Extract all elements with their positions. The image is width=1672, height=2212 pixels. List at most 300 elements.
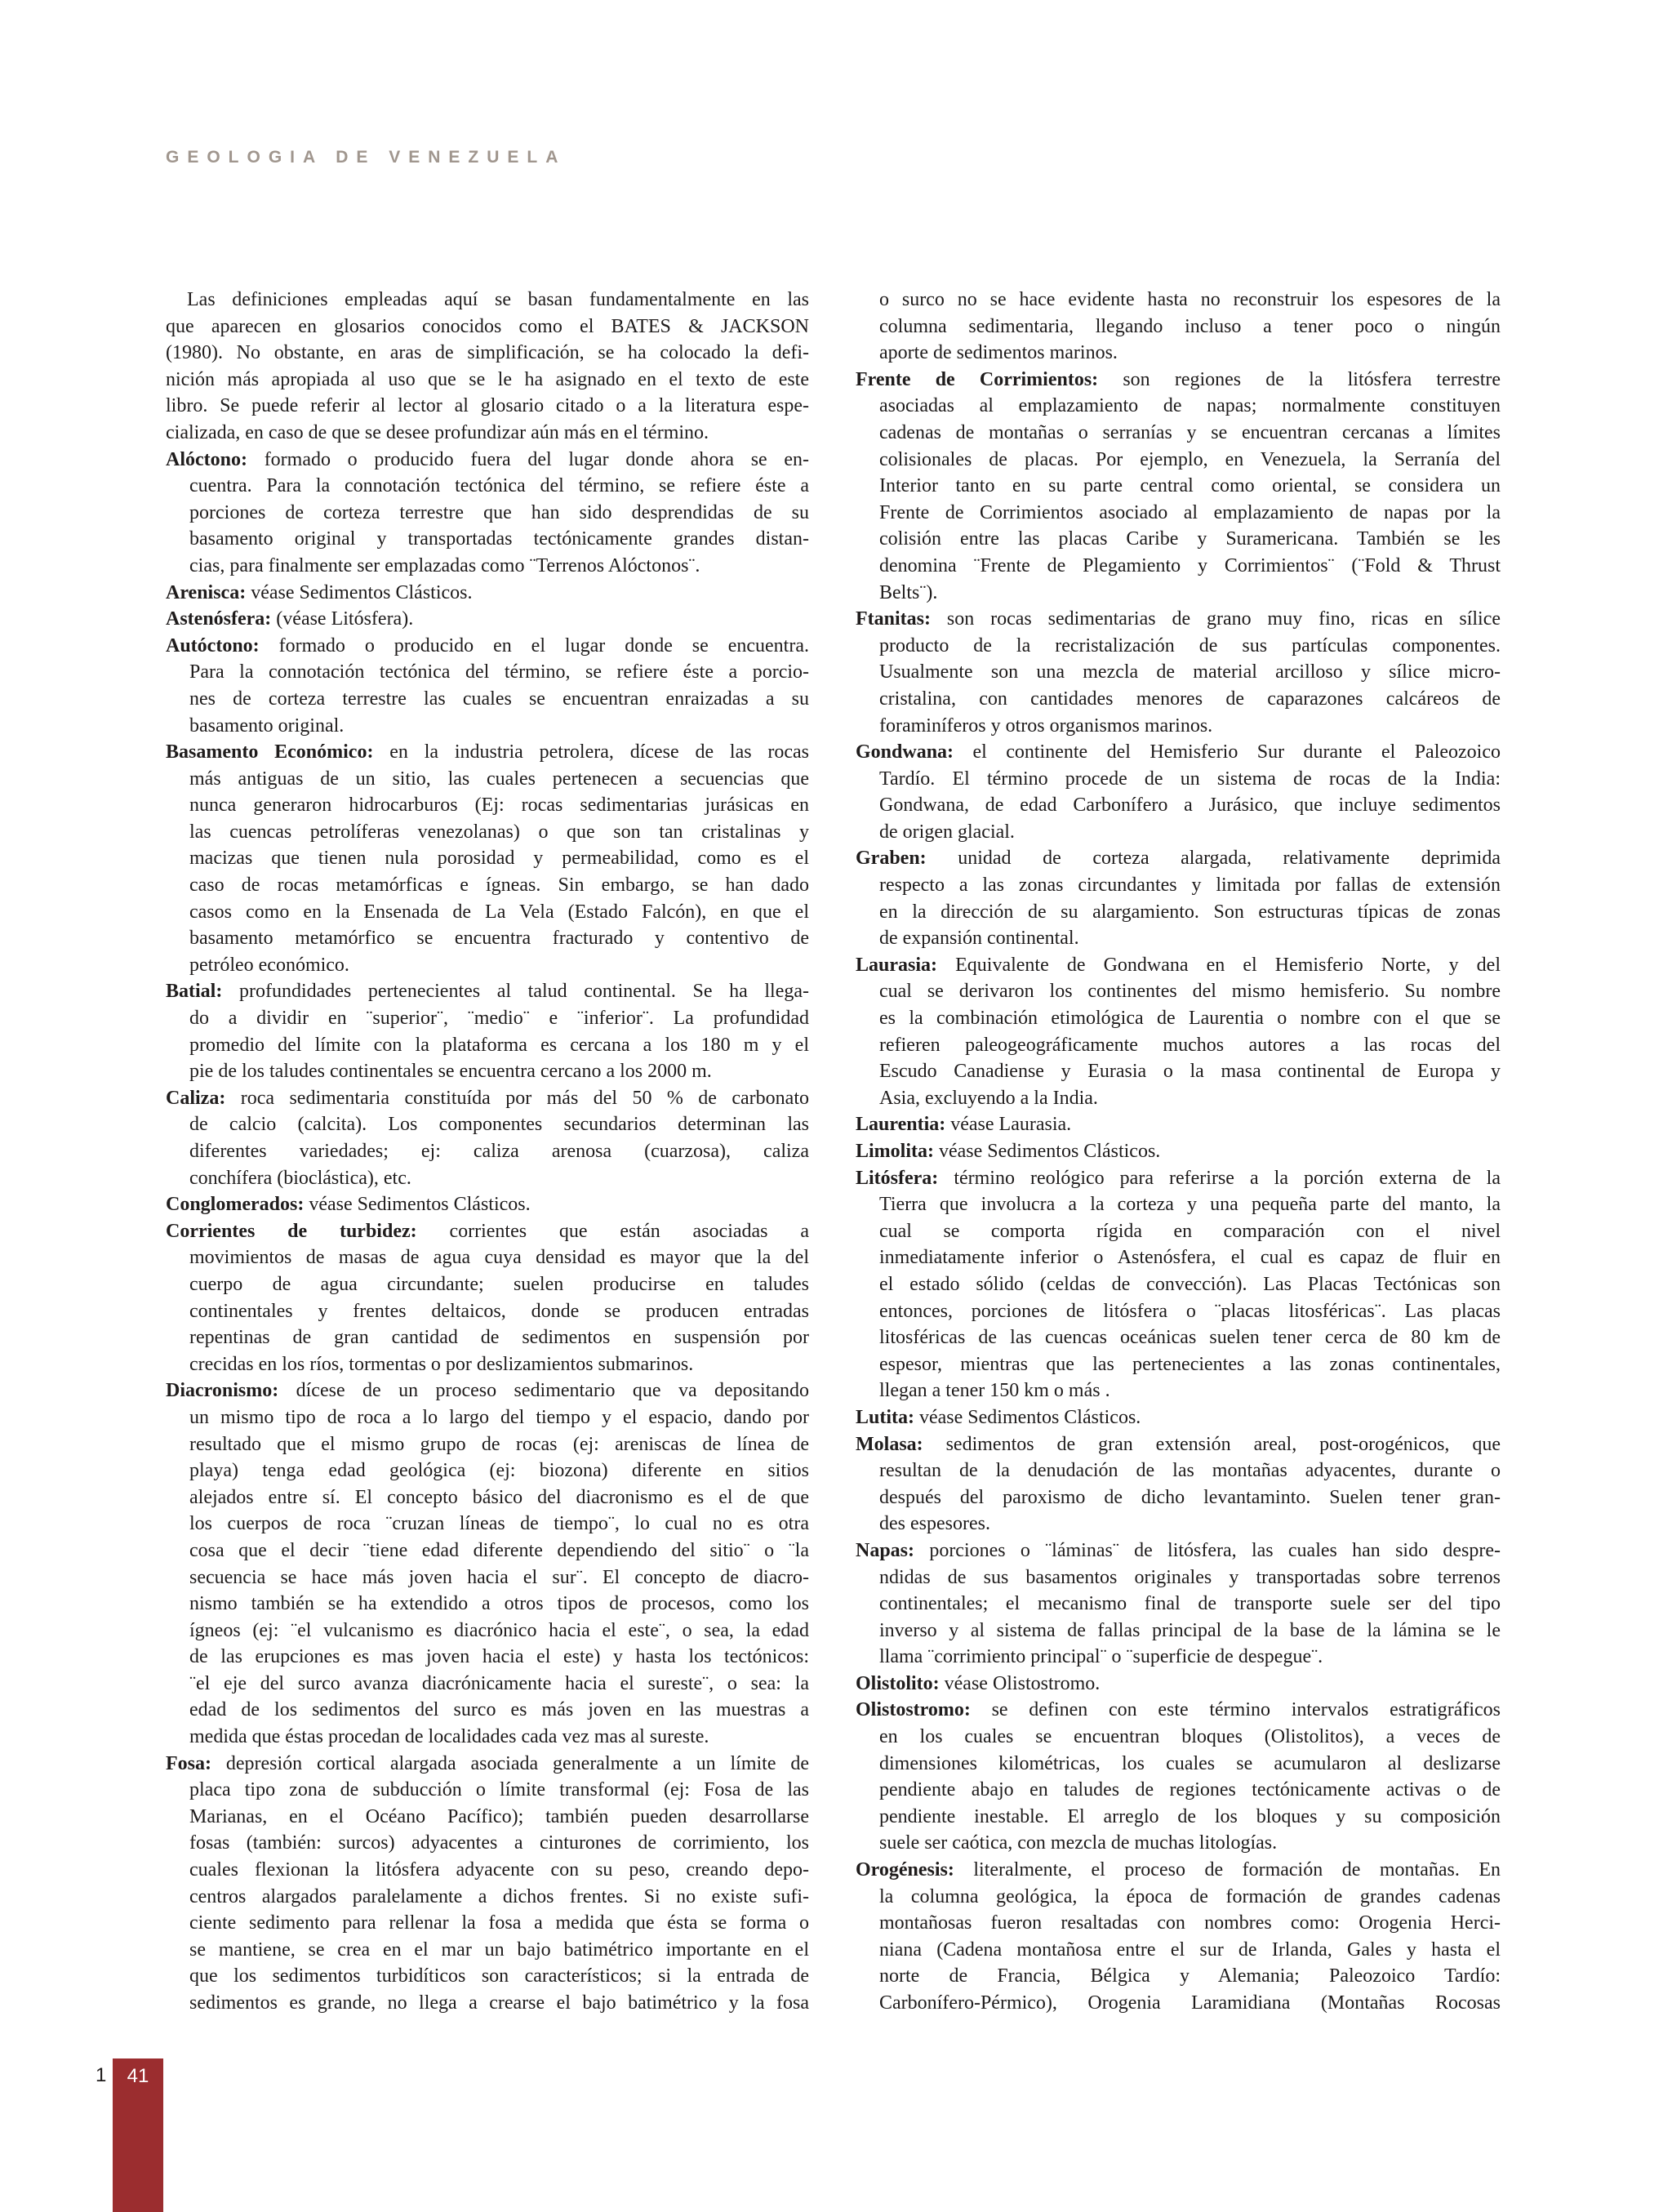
- text-line: [856, 1404, 1501, 1431]
- text-line: [879, 1005, 1501, 1032]
- text-line: [189, 713, 809, 740]
- definition-text: Gondwana, de edad Carbonífero a Jurásico, que incluye sedimentos: [879, 794, 1501, 817]
- glossary-entry-frente-de-corrimientos: [856, 367, 1501, 606]
- text-line: [189, 1990, 809, 2017]
- text-line: [189, 1244, 809, 1271]
- text-line: [189, 659, 809, 686]
- text-line: [189, 1324, 809, 1351]
- text-line: [189, 872, 809, 899]
- glossary-term: Fosa:: [166, 1752, 211, 1774]
- definition-text: Frente de Corrimientos asociado al emplazamiento de napas por la: [879, 501, 1501, 523]
- definition-text: colisionales de placas. Por ejemplo, en Venezuela, la Serranía del: [879, 448, 1501, 470]
- glossary-term: Corrientes de turbidez:: [166, 1220, 417, 1242]
- text-line: [189, 1884, 809, 1911]
- text-line: [879, 340, 1501, 367]
- text-line: [879, 1618, 1501, 1645]
- text-line: [879, 1963, 1501, 1990]
- text-line: [189, 1910, 809, 1937]
- text-line: [856, 1538, 1501, 1564]
- text-line: [166, 314, 809, 340]
- intro-paragraph: [166, 287, 809, 447]
- text-line: [189, 1138, 809, 1165]
- definition-text: edad de los sedimentos del surco es más joven en las muestras a: [189, 1699, 809, 1721]
- text-line: [879, 1990, 1501, 2017]
- text-line: [166, 1085, 809, 1112]
- text-line: [189, 1271, 809, 1298]
- text-line: [879, 1191, 1501, 1218]
- text-line: [879, 1937, 1501, 1964]
- text-line: [189, 1618, 809, 1645]
- definition-text: asociadas al emplazamiento de napas; normalmente constituyen: [879, 395, 1501, 417]
- definition-text: la columna geológica, la época de formación de grandes cadenas: [879, 1885, 1501, 1907]
- text-line: [166, 606, 809, 633]
- definition-text: véase Sedimentos Clásticos.: [251, 581, 473, 603]
- intro-text: (1980). No obstante, en aras de simplificación, se ha colocado la defi-: [166, 342, 809, 364]
- text-line: [166, 978, 809, 1005]
- definition-text: que los sedimentos turbidíticos son característicos; si la entrada de: [189, 1965, 809, 1987]
- definition-text: respecto a las zonas circundantes y limitada por fallas de extensión: [879, 875, 1501, 897]
- definition-text: corrientes que están asociadas a: [449, 1220, 809, 1242]
- text-line: [189, 1857, 809, 1884]
- text-line: [856, 952, 1501, 979]
- text-line: [879, 1298, 1501, 1325]
- definition-text: casos como en la Ensenada de La Vela (Estado Falcón), en que el: [189, 901, 809, 923]
- definition-text: término reológico para referirse a la porción externa de la: [954, 1167, 1501, 1189]
- definition-text: depresión cortical alargada asociada generalmente a un límite de: [225, 1752, 809, 1774]
- text-line: [879, 1804, 1501, 1831]
- glossary-entry-olistolito: [856, 1671, 1501, 1698]
- text-line: [879, 1777, 1501, 1804]
- text-line: [189, 766, 809, 793]
- text-line: [879, 899, 1501, 926]
- glossary-entry-limolita: [856, 1138, 1501, 1165]
- glossary-term: Batial:: [166, 981, 223, 1003]
- text-line: [879, 872, 1501, 899]
- glossary-term: Alóctono:: [166, 448, 247, 470]
- definition-text: ¨el eje del surco avanza diacrónicamente hacia el sureste¨, o sea: la: [189, 1672, 809, 1694]
- text-line: [189, 1298, 809, 1325]
- text-line: [189, 1484, 809, 1511]
- text-line: [879, 819, 1501, 846]
- definition-text: nunca generaron hidrocarburos (Ej: rocas sedimentarias jurásicas en: [189, 794, 809, 817]
- glossary-term: Autóctono:: [166, 634, 260, 656]
- text-line: [879, 287, 1501, 314]
- glossary-entry-autoctono: [166, 633, 809, 739]
- definition-text: véase Olistostromo.: [944, 1672, 1101, 1694]
- definition-text: Tierra que involucra a la corteza y una pequeña parte del manto, la: [879, 1194, 1501, 1216]
- text-line: [879, 1351, 1501, 1378]
- text-line: [189, 1431, 809, 1458]
- glossary-term: Laurentia:: [856, 1114, 946, 1136]
- definition-text: dícese de un proceso sedimentario que va depositando: [296, 1380, 810, 1402]
- definition-text: nes de corteza terrestre las cuales se encuentran enraizadas a su: [189, 688, 809, 710]
- definition-text: Carbonífero-Pérmico), Orogenia Laramidiana (Montañas Rocosas: [879, 1992, 1501, 2014]
- definition-text: ndidas de sus basamentos originales y transportadas sobre terrenos: [879, 1566, 1501, 1588]
- definition-text: porciones de corteza terrestre que han sido desprendidas de su: [189, 501, 809, 523]
- text-line: [856, 1111, 1501, 1138]
- intro-text: libro. Se puede referir al lector al glosario citado o a la literatura espe-: [166, 395, 809, 417]
- glossary-entry-corrientes-de-turbidez: [166, 1218, 809, 1378]
- definition-text: pendiente inestable. El arreglo de los bloques y su composición: [879, 1805, 1501, 1827]
- glossary-entry-litosfera: [856, 1165, 1501, 1404]
- definition-text: en los cuales se encuentran bloques (Olistolitos), a veces de: [879, 1726, 1501, 1748]
- text-line: [879, 1218, 1501, 1245]
- text-line: [879, 1751, 1501, 1778]
- definition-text: cual se comporta rígida en comparación con el nivel: [879, 1220, 1501, 1242]
- text-line: [879, 1032, 1501, 1059]
- definition-text: niana (Cadena montañosa entre el sur de Irlanda, Gales y hasta el: [879, 1938, 1501, 1961]
- text-line: [189, 1538, 809, 1564]
- text-line: [189, 1005, 809, 1032]
- text-line: [879, 526, 1501, 553]
- definition-text: Asia, excluyendo a la India.: [879, 1087, 1098, 1109]
- text-line: [189, 952, 809, 979]
- glossary-term: Olistolito:: [856, 1672, 940, 1694]
- text-line: [879, 792, 1501, 819]
- glossary-entry-lutita: [856, 1404, 1501, 1431]
- definition-text: llama ¨corrimiento principal¨ o ¨superficie de despegue¨.: [879, 1646, 1323, 1668]
- definition-text: formado o producido fuera del lugar donde ahora se en-: [264, 448, 810, 470]
- text-line: [189, 1830, 809, 1857]
- text-line: [189, 845, 809, 872]
- text-line: [856, 606, 1501, 633]
- intro-text: que aparecen en glosarios conocidos como el BATES & JACKSON: [166, 315, 809, 337]
- definition-text: más antiguas de un sitio, las cuales pertenecen a secuencias que: [189, 768, 809, 790]
- text-line: [166, 633, 809, 660]
- glossary-term: Arenisca:: [166, 581, 247, 603]
- text-line: [189, 1165, 809, 1192]
- glossary-term: Olistostromo:: [856, 1699, 971, 1721]
- definition-text: cias, para finalmente ser emplazadas como ¨Terrenos Alóctonos¨.: [189, 554, 700, 576]
- text-line: [879, 978, 1501, 1005]
- glossary-term: Graben:: [856, 848, 927, 870]
- definition-text: cristalina, con cantidades menores de caparazones calcáreos de: [879, 688, 1501, 710]
- text-line: [189, 1511, 809, 1538]
- text-line: [189, 526, 809, 553]
- text-line: [856, 367, 1501, 394]
- text-line: [879, 1724, 1501, 1751]
- glossary-entry-olistostromo: [856, 1697, 1501, 1857]
- definition-text: basamento metamórfico se encuentra fracturado y contentivo de: [189, 928, 809, 950]
- definition-text: pie de los taludes continentales se encuentra cercano a los 2000 m.: [189, 1061, 712, 1083]
- chapter-number: 1: [96, 2064, 107, 2086]
- definition-text: Para la connotación tectónica del término, se refiere éste a porcio-: [189, 661, 809, 683]
- glossary-entry-laurentia: [856, 1111, 1501, 1138]
- definition-text: o surco no se hace evidente hasta no reconstruir los espesores de la: [879, 289, 1501, 310]
- text-line: [879, 500, 1501, 527]
- text-line: [879, 473, 1501, 500]
- glossary-entry-laurasia: [856, 952, 1501, 1112]
- definition-text: son regiones de la litósfera terrestre: [1123, 368, 1501, 390]
- definition-text: dimensiones kilométricas, los cuales se acumularon al deslizarse: [879, 1752, 1501, 1774]
- definition-text: secuencia se hace más joven hacia el sur¨. El concepto de diacro-: [189, 1566, 809, 1588]
- definition-text: resultado que el mismo grupo de rocas (ej: areniscas de línea de: [189, 1433, 809, 1455]
- text-line: [189, 925, 809, 952]
- text-line: [166, 420, 809, 447]
- definition-text: resultan de la denudación de las montañas adyacentes, durante o: [879, 1460, 1501, 1482]
- definition-text: Interior tanto en su parte central como oriental, se considera un: [879, 475, 1501, 497]
- definition-text: cuales flexionan la litósfera adyacente con su peso, creando depo-: [189, 1859, 809, 1881]
- definition-text: continentales y frentes deltaicos, donde se producen entradas: [189, 1300, 809, 1322]
- definition-text: continentales; el mecanismo final de transporte suele ser del tipo: [879, 1593, 1501, 1615]
- definition-text: de origen glacial.: [879, 821, 1015, 843]
- text-line: [879, 1271, 1501, 1298]
- text-line: [856, 1165, 1501, 1192]
- glossary-term: Caliza:: [166, 1087, 226, 1109]
- definition-text: sedimentos es grande, no llega a crearse el bajo batimétrico y la fosa: [189, 1992, 809, 2014]
- definition-text: alejados entre sí. El concepto básico del diacronismo es el de que: [189, 1486, 809, 1508]
- definition-text: Marianas, en el Océano Pacífico); también pueden desarrollarse: [189, 1805, 809, 1827]
- definition-text: cuentra. Para la connotación tectónica del término, se refiere éste a: [189, 475, 809, 497]
- text-line: [189, 1591, 809, 1618]
- text-line: [189, 1671, 809, 1698]
- text-line: [856, 1671, 1501, 1698]
- text-line: [166, 1751, 809, 1778]
- left-text-column: [166, 287, 809, 2017]
- definition-text: placa tipo zona de subducción o límite transformal (ej: Fosa de las: [189, 1779, 809, 1801]
- definition-text: cosa que el decir ¨tiene edad diferente dependiendo del sitio¨ o ¨la: [189, 1539, 809, 1561]
- definition-text: colisión entre las placas Caribe y Suramericana. También se les: [879, 528, 1501, 550]
- definition-text: conchífera (bioclástica), etc.: [189, 1167, 411, 1189]
- glossary-term: Molasa:: [856, 1433, 923, 1455]
- definition-text: caso de rocas metamórficas e ígneas. Sin embargo, se han dado: [189, 875, 809, 897]
- definition-text: formado o producido en el lugar donde se encuentra.: [278, 634, 809, 656]
- text-line: [879, 1564, 1501, 1591]
- definition-text: crecidas en los ríos, tormentas o por deslizamientos submarinos.: [189, 1353, 694, 1375]
- definition-text: las cuencas petrolíferas venezolanas) o que son tan cristalinas y: [189, 821, 809, 843]
- text-line: [189, 500, 809, 527]
- glossary-entry-molasa: [856, 1431, 1501, 1538]
- text-line: [879, 659, 1501, 686]
- definition-text: norte de Francia, Bélgica y Alemania; Paleozoico Tardío:: [879, 1965, 1501, 1987]
- glossary-term: Orogénesis:: [856, 1859, 954, 1881]
- glossary-entry-astenosfera: [166, 606, 809, 633]
- page-number-tab: [113, 2058, 163, 2212]
- definition-text: de las erupciones es mas joven hacia el este) y hasta los tectónicos:: [189, 1646, 809, 1668]
- definition-text: espesor, mientras que las pertenecientes a las zonas continentales,: [879, 1353, 1501, 1375]
- definition-text: el estado sólido (celdas de convección). Las Placas Tectónicas son: [879, 1273, 1501, 1295]
- text-line: [166, 1191, 809, 1218]
- definition-text: unidad de corteza alargada, relativamente deprimida: [958, 848, 1501, 870]
- glossary-term: Astenósfera:: [166, 608, 272, 630]
- definition-text: basamento original.: [189, 714, 345, 737]
- glossary-entry-fosa: [166, 1751, 809, 2017]
- definition-text: Tardío. El término procede de un sistema de rocas de la India:: [879, 768, 1501, 790]
- definition-text: ígneos (ej: ¨el vulcanismo es diacrónico hacia el este¨, o sea, la edad: [189, 1619, 809, 1641]
- definition-text: basamento original y transportadas tectónicamente grandes distan-: [189, 528, 809, 550]
- text-line: [189, 1564, 809, 1591]
- text-line: [879, 1058, 1501, 1085]
- definition-text: después del paroxismo de dicho levantaminto. Suelen tener gran-: [879, 1486, 1501, 1508]
- glossary-term: Ftanitas:: [856, 608, 931, 630]
- definition-text: sedimentos de gran extensión areal, post-orogénicos, que: [945, 1433, 1501, 1455]
- definition-text: Escudo Canadiense y Eurasia o la masa continental de Europa y: [879, 1061, 1501, 1083]
- text-line: [879, 1377, 1501, 1404]
- glossary-entry-gondwana: [856, 739, 1501, 845]
- text-line: [879, 1830, 1501, 1857]
- definition-text: inverso y al sistema de fallas principal de la base de la lámina se le: [879, 1619, 1501, 1641]
- text-line: [879, 1324, 1501, 1351]
- text-line: [189, 1032, 809, 1059]
- definition-text: roca sedimentaria constituída por más del 50 % de carbonato: [240, 1087, 809, 1109]
- glossary-entry-batial: [166, 978, 809, 1084]
- definition-text: foraminíferos y otros organismos marinos.: [879, 714, 1213, 737]
- glossary-entry-napas: [856, 1538, 1501, 1671]
- definition-text: medida que éstas procedan de localidades cada vez mas al sureste.: [189, 1726, 709, 1748]
- definition-text: Belts¨).: [879, 581, 938, 603]
- definition-text: aporte de sedimentos marinos.: [879, 342, 1118, 364]
- definition-text: diferentes variedades; ej: caliza arenosa (cuarzosa), caliza: [189, 1141, 809, 1162]
- text-line: [879, 447, 1501, 474]
- text-line: [166, 340, 809, 367]
- text-line: [879, 314, 1501, 340]
- definition-text: playa) tenga edad geológica (ej: biozona) diferente en sitios: [189, 1460, 809, 1482]
- text-line: [879, 1884, 1501, 1911]
- definition-text: litosféricas de las cuencas oceánicas suelen tener cerca de 80 km de: [879, 1327, 1501, 1349]
- text-line: [166, 580, 809, 607]
- text-line: [189, 792, 809, 819]
- text-line: [189, 1937, 809, 1964]
- definition-text: llegan a tener 150 km o más .: [879, 1380, 1110, 1402]
- text-line: [856, 1697, 1501, 1724]
- text-line: [856, 1431, 1501, 1458]
- text-line: [189, 819, 809, 846]
- definition-text: cual se derivaron los continentes del mismo hemisferio. Su nombre: [879, 981, 1501, 1003]
- definition-text: nismo también se ha extendido a otros tipos de procesos, como los: [189, 1593, 809, 1615]
- text-line: [879, 553, 1501, 580]
- definition-text: columna sedimentaria, llegando incluso a tener poco o ningún: [879, 315, 1501, 337]
- continued-entry-fosa: [856, 287, 1501, 367]
- text-line: [879, 420, 1501, 447]
- text-line: [189, 1963, 809, 1990]
- text-line: [166, 367, 809, 394]
- glossary-entry-arenisca: [166, 580, 809, 607]
- glossary-term: Napas:: [856, 1539, 915, 1561]
- definition-text: des espesores.: [879, 1513, 990, 1535]
- definition-text: véase Sedimentos Clásticos.: [939, 1141, 1161, 1162]
- definition-text: de expansión continental.: [879, 928, 1079, 950]
- definition-text: pendiente abajo en taludes de regiones tectónicamente activas o de: [879, 1779, 1501, 1801]
- glossary-entry-aloctono: [166, 447, 809, 580]
- text-line: [189, 1644, 809, 1671]
- text-line: [189, 1458, 809, 1484]
- definition-text: montañosas fueron resaltadas con nombres como: Orogenia Herci-: [879, 1912, 1501, 1934]
- glossary-entry-ftanitas: [856, 606, 1501, 739]
- definition-text: profundidades pertenecientes al talud continental. Se ha llega-: [238, 981, 810, 1003]
- glossary-entry-conglomerados: [166, 1191, 809, 1218]
- text-line: [189, 1804, 809, 1831]
- text-line: [189, 686, 809, 713]
- text-line: [189, 1404, 809, 1431]
- text-line: [189, 1351, 809, 1378]
- intro-text: Las definiciones empleadas aquí se basan fundamentalmente en las: [187, 289, 809, 310]
- definition-text: repentinas de gran cantidad de sedimentos en suspensión por: [189, 1327, 809, 1349]
- glossary-entry-basamento-economico: [166, 739, 809, 978]
- text-line: [856, 845, 1501, 872]
- definition-text: promedio del límite con la plataforma es cercana a los 180 m y el: [189, 1034, 809, 1056]
- definition-text: los cuerpos de roca ¨cruzan líneas de tiempo¨, lo cual no es otra: [189, 1513, 809, 1535]
- definition-text: producto de la recristalización de sus partículas componentes.: [879, 634, 1501, 656]
- glossary-entry-caliza: [166, 1085, 809, 1191]
- intro-text: nición más apropiada al uso que se le ha asignado en el texto de este: [166, 368, 809, 390]
- text-line: [879, 1910, 1501, 1937]
- text-line: [166, 1377, 809, 1404]
- glossary-term: Limolita:: [856, 1141, 934, 1162]
- text-line: [879, 1644, 1501, 1671]
- definition-text: véase Laurasia.: [950, 1114, 1072, 1136]
- glossary-entry-orogenesis: [856, 1857, 1501, 2017]
- definition-text: porciones o ¨láminas¨ de litósfera, las cuales han sido despre-: [929, 1539, 1501, 1561]
- text-line: [166, 739, 809, 766]
- text-line: [189, 553, 809, 580]
- text-line: [879, 1244, 1501, 1271]
- text-line: [879, 1511, 1501, 1538]
- text-line: [166, 447, 809, 474]
- definition-text: se definen con este término intervalos estratigráficos: [991, 1699, 1501, 1721]
- glossary-term: Laurasia:: [856, 954, 938, 976]
- text-line: [189, 899, 809, 926]
- definition-text: movimientos de masas de agua cuya densidad es mayor que la del: [189, 1247, 809, 1269]
- definition-text: petróleo económico.: [189, 954, 349, 976]
- text-line: [189, 1111, 809, 1138]
- definition-text: literalmente, el proceso de formación de montañas. En: [973, 1859, 1501, 1881]
- definition-text: Usualmente son una mezcla de material arcilloso y sílice micro-: [879, 661, 1501, 683]
- glossary-entry-diacronismo: [166, 1377, 809, 1750]
- glossary-term: Conglomerados:: [166, 1194, 305, 1216]
- text-line: [879, 713, 1501, 740]
- glossary-term: Frente de Corrimientos:: [856, 368, 1099, 390]
- definition-text: do a dividir en ¨superior¨, ¨medio¨ e ¨inferior¨. La profundidad: [189, 1008, 809, 1030]
- text-line: [879, 633, 1501, 660]
- definition-text: denomina ¨Frente de Plegamiento y Corrimientos¨ (¨Fold & Thrust: [879, 554, 1501, 576]
- definition-text: el continente del Hemisferio Sur durante el Paleozoico: [972, 741, 1501, 763]
- intro-text: cializada, en caso de que se desee profundizar aún más en el término.: [166, 421, 709, 443]
- glossary-entry-graben: [856, 845, 1501, 951]
- text-line: [879, 1591, 1501, 1618]
- definition-text: son rocas sedimentarias de grano muy fino, ricas en sílice: [946, 608, 1501, 630]
- definition-text: entonces, porciones de litósfera o ¨placas litosféricas¨. Las placas: [879, 1300, 1501, 1322]
- text-line: [856, 739, 1501, 766]
- text-line: [189, 1697, 809, 1724]
- text-line: [187, 287, 809, 314]
- definition-text: (véase Litósfera).: [276, 608, 414, 630]
- text-line: [166, 393, 809, 420]
- text-line: [856, 1138, 1501, 1165]
- glossary-term: Gondwana:: [856, 741, 954, 763]
- definition-text: de calcio (calcita). Los componentes secundarios determinan las: [189, 1114, 809, 1136]
- text-line: [189, 1058, 809, 1085]
- definition-text: suele ser caótica, con mezcla de muchas litologías.: [879, 1832, 1278, 1854]
- definition-text: inmediatamente inferior o Astenósfera, el cual es capaz de fluir en: [879, 1247, 1501, 1269]
- definition-text: en la industria petrolera, dícese de las rocas: [389, 741, 810, 763]
- definition-text: refieren paleogeográficamente muchos autores a las rocas del: [879, 1034, 1501, 1056]
- text-line: [189, 1724, 809, 1751]
- glossary-term: Diacronismo:: [166, 1380, 279, 1402]
- definition-text: véase Sedimentos Clásticos.: [309, 1194, 531, 1216]
- running-header: GEOLOGIA DE VENEZUELA: [166, 148, 567, 167]
- text-line: [879, 1458, 1501, 1484]
- glossary-term: Lutita:: [856, 1406, 914, 1428]
- definition-text: se mantiene, se crea en el mar un bajo batimétrico importante en el: [189, 1938, 809, 1961]
- text-line: [879, 580, 1501, 607]
- definition-text: véase Sedimentos Clásticos.: [919, 1406, 1141, 1428]
- definition-text: fosas (también: surcos) adyacentes a cinturones de corrimiento, los: [189, 1832, 809, 1854]
- text-line: [856, 1857, 1501, 1884]
- text-line: [879, 1484, 1501, 1511]
- definition-text: en la dirección de su alargamiento. Son estructuras típicas de zonas: [879, 901, 1501, 923]
- right-text-column: [856, 287, 1501, 2017]
- glossary-term: Litósfera:: [856, 1167, 939, 1189]
